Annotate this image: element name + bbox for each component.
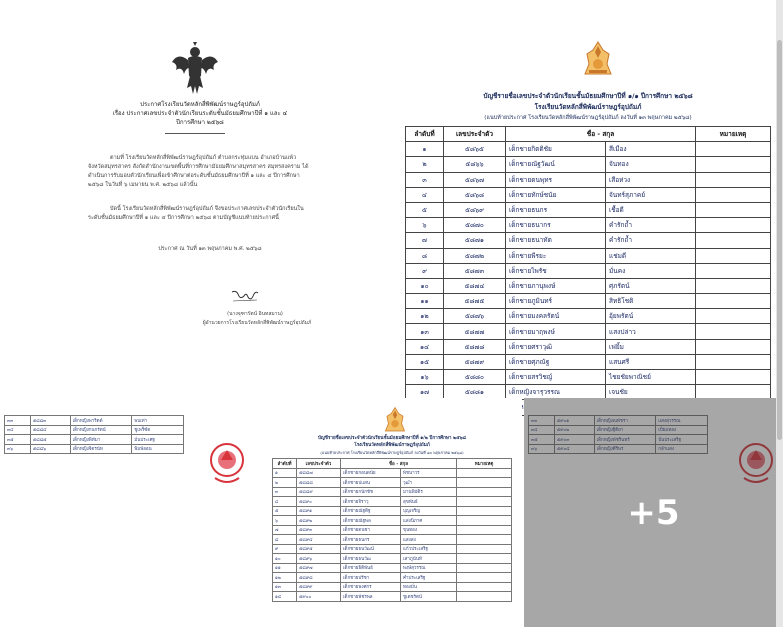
table-cell: ๕๘๗๕: [444, 294, 506, 309]
table-header-cell: ชื่อ - สกุล: [341, 459, 457, 469]
table-cell: เด็กหญิงพัชรินทร์: [594, 435, 656, 445]
table-row: [406, 324, 771, 339]
table-cell: ๑๑: [406, 294, 444, 309]
table-cell-remark: [696, 233, 771, 248]
announcement-document: [0, 0, 391, 396]
table-cell: เด็กชายธนวัฒน์: [341, 544, 401, 554]
table-cell: ๔: [273, 497, 297, 507]
table-row: [273, 554, 512, 564]
table-cell: ๑๕: [406, 354, 444, 369]
table-cell-remark: [696, 142, 771, 157]
table-row: [406, 370, 771, 385]
table-cell: ๑: [406, 142, 444, 157]
table-header-cell: หมายเหตุ: [696, 127, 771, 142]
table-cell: เด็กหญิงจารุวรรณ: [506, 385, 606, 400]
table-cell: ๖: [406, 218, 444, 233]
table-cell-remark: [696, 294, 771, 309]
table-cell: ๕๘๙๔: [297, 535, 341, 545]
table-cell: ๑๒: [406, 309, 444, 324]
announcement-heading-line2: เรื่อง ประกาศเลขประจำตัวนักเรียนระดับชั้นมัธยมศึกษาปีที่ ๑ และ ๔: [112, 110, 288, 117]
table-cell: แสงนิภาศ: [401, 516, 457, 526]
table-cell: ไชยชัยพาณิชย์: [606, 370, 696, 385]
announcement-paragraph-1: ตามที่ โรงเรียนวัดหลักสี่พิพัฒน์ราษฎร์อุปถัมภ์ ตำบลกระทุ่มแบน อำเภอบ้านแพ้ว จังหวัดสมุทรสาคร สังกัดสำนักงานเขตพื้นที่การศึกษามัธยมศึกษาสมุทรสาคร สมุทรสงคราม ได้ดำเนินการรับมอบตัวนักเรียนเพื่อเข้าศึกษาต่อระดับชั้นมัธยมศึกษาปีที่ ๑ และ ๔ ปีการศึกษา ๒๕๖๘ ในวันที่ ๖ เมษายน พ.ศ. ๒๕๖๘ แล้วนั้น: [88, 155, 309, 188]
table-row: [406, 309, 771, 324]
table-cell: ศุภรัตน์: [606, 278, 696, 293]
table-cell: ๕๘๙๗: [297, 563, 341, 573]
table-cell: ๒: [406, 157, 444, 172]
table-cell: ๕๘๘๐: [444, 370, 506, 385]
table-cell: ๕๘๙๙: [297, 582, 341, 592]
table-row: [406, 187, 771, 202]
school-logo-icon: [583, 40, 613, 78]
table-cell: ๖: [273, 516, 297, 526]
table-cell: มานพิบัติร: [401, 487, 457, 497]
table-cell: เด็กชายไพรัช: [506, 263, 606, 278]
table-cell: ๕๘๖๘: [444, 187, 506, 202]
table-row: [273, 468, 512, 478]
table-cell: ๕๘๙๖: [297, 554, 341, 564]
announcement-paragraph-2: บัดนี้ โรงเรียนวัดหลักสี่พิพัฒน์ราษฎร์อุปถัมภ์ จึงขอประกาศเลขประจำตัวนักเรียนในระดับชั้นมัธยมศึกษาปีที่ ๑ และ ๔ ปีการศึกษา ๒๕๖๘ ตามบัญชีแนบท้ายประกาศนี้: [88, 206, 304, 221]
table-cell: บุญเจริญ: [401, 506, 457, 516]
table-cell-remark: [457, 563, 512, 573]
table-cell: เด็กชายภานุพงษ์: [506, 278, 606, 293]
table-row: [406, 233, 771, 248]
table-cell: ๓๕: [529, 435, 555, 445]
table-cell: ๕๘๗๗: [444, 324, 506, 339]
table-header-cell: ลำดับที่: [406, 127, 444, 142]
scrollbar-thumb[interactable]: [777, 40, 782, 440]
table-row: [273, 573, 512, 583]
table-row: [406, 202, 771, 217]
table-cell: คำรักถ้ำ: [606, 218, 696, 233]
table-cell: เด็กชายณัฐดิฐ: [341, 506, 401, 516]
table-cell: ๕๘๘๘: [297, 478, 341, 488]
table-row: [273, 525, 512, 535]
table-cell: ๓๖: [529, 444, 555, 454]
table-cell-remark: [457, 468, 512, 478]
table-cell: เด็กชายพัชรพล: [341, 592, 401, 602]
table-cell: ๕๙๐๓: [554, 435, 594, 445]
list-title-line3: (แนบท้ายประกาศ โรงเรียนวัดหลักสี่พิพัฒน์ราษฎร์อุปถัมภ์ ลงวันที่ ๑๓ พฤษภาคม ๒๕๖๘): [484, 115, 692, 121]
table-cell: เด็กหญิงณพัชรา: [594, 416, 656, 426]
table-cell: เด็กหญิงกนกรัตน์: [70, 425, 132, 435]
table-cell-remark: [457, 516, 512, 526]
table-cell: เด็กชายศุภณัฐ: [506, 354, 606, 369]
table-cell: เด็กหญิงจิตรนัท: [70, 444, 132, 454]
table-cell: สิทธิโชติ: [606, 294, 696, 309]
table-cell-remark: [696, 263, 771, 278]
table-cell: เด็กชายณัฐพล: [341, 516, 401, 526]
table-cell-remark: [457, 478, 512, 488]
photo-tile-student-list-3[interactable]: [262, 398, 522, 627]
table-cell: เด็กชายธิติพันธ์: [341, 563, 401, 573]
table-cell: ๓: [406, 172, 444, 187]
table-row: [406, 278, 771, 293]
table-cell: พบเท่า: [132, 416, 184, 426]
table-cell: ๓๓: [529, 416, 555, 426]
table-cell: ๕๘๖๗: [444, 172, 506, 187]
table-cell-remark: [696, 278, 771, 293]
table-cell: คำประเสริฐ: [401, 573, 457, 583]
table-cell: ๘: [273, 535, 297, 545]
table-header-row: [406, 127, 771, 142]
table-header-cell: ลำดับที่: [273, 459, 297, 469]
table-cell: มั่นประเศฐ: [132, 435, 184, 445]
table-cell: ๕๘๙๒: [297, 516, 341, 526]
table-cell: ๕๘๗๙: [444, 354, 506, 369]
table-cell: เด็กชายปแสน: [341, 478, 401, 488]
table-cell: ๓๓: [5, 416, 31, 426]
table-cell: แช่มดี: [606, 248, 696, 263]
table-cell: เด็กหญิงศิริพร: [594, 444, 656, 454]
table-row: [406, 172, 771, 187]
table-cell: เด็กชายภูมินทร์: [506, 294, 606, 309]
table-row: [406, 248, 771, 263]
table-cell: ๕๘๘๖: [30, 444, 70, 454]
table-row: [406, 157, 771, 172]
heading-divider: [165, 133, 225, 134]
table-row: [406, 218, 771, 233]
table-cell: ๑๔: [273, 592, 297, 602]
list-title-line2: โรงเรียนวัดหลักสี่พิพัฒน์ราษฎร์อุปถัมภ์: [534, 103, 642, 111]
table-cell: มั่นคง: [606, 263, 696, 278]
table-row: [406, 339, 771, 354]
table-cell: เด็กหญิงฐิติยา: [594, 425, 656, 435]
table-cell: กล้าแสง: [656, 444, 708, 454]
table-cell: เด็กชายจิราวุ: [341, 497, 401, 507]
table-cell-remark: [696, 370, 771, 385]
table-cell: แสงสุวรรณ: [656, 416, 708, 426]
table-cell: เด็กชายธนกร: [341, 535, 401, 545]
table-row: [273, 544, 512, 554]
table-cell: เด็กชายพงศกร: [341, 582, 401, 592]
table-row: [273, 582, 512, 592]
table-cell: เด็กชายดนพุทร: [506, 172, 606, 187]
list-2-title-line3: (แนบท้ายประกาศ โรงเรียนวัดหลักสี่พิพัฒน์ราษฎร์อุปถัมภ์ ลงวันที่ ๑๓ พฤษภาคม ๒๕๖๘): [320, 450, 464, 455]
table-cell: ๑๓: [273, 582, 297, 592]
student-list-document-2: [262, 398, 522, 627]
table-cell: ๕๘๗๐: [444, 218, 506, 233]
table-row: [273, 497, 512, 507]
table-row: [5, 444, 184, 454]
table-row: [406, 263, 771, 278]
table-cell-remark: [457, 506, 512, 516]
list-title-line1: บัญชีรายชื่อเลขประจำตัวนักเรียนชั้นมัธยมศึกษาปีที่ ๑/๑ ปีการศึกษา ๒๕๖๘: [483, 92, 693, 100]
table-cell: ๙: [406, 263, 444, 278]
table-cell-remark: [696, 218, 771, 233]
table-cell: เด็กหญิงพิทัมา: [70, 435, 132, 445]
table-cell: เชื้อดี: [606, 202, 696, 217]
table-header-row: [273, 459, 512, 469]
table-cell: ๕๘๖๙: [444, 202, 506, 217]
table-cell: ๔: [406, 187, 444, 202]
student-list-document-1: [393, 0, 783, 396]
table-cell: เด็กชายกนักชัช: [341, 487, 401, 497]
table-cell-remark: [696, 172, 771, 187]
table-cell-remark: [457, 573, 512, 583]
table-cell: ทองมั่น: [401, 582, 457, 592]
table-cell: ๕๘๖๕: [444, 142, 506, 157]
table-cell: ปั่นประเสริฐ: [656, 435, 708, 445]
table-cell-remark: [696, 157, 771, 172]
table-cell: แสงสง: [401, 535, 457, 545]
table-cell: ๕๘๗๒: [444, 248, 506, 263]
student-list-page-continuation-1: [0, 398, 260, 627]
table-cell: ๘: [406, 248, 444, 263]
table-cell: ๕๘๙๑: [297, 506, 341, 516]
table-cell: จันทอง: [606, 157, 696, 172]
table-cell-remark: [696, 187, 771, 202]
table-cell-remark: [457, 497, 512, 507]
table-cell: ๒: [273, 478, 297, 488]
table-cell: ๕๙๐๐: [297, 592, 341, 602]
photo-tile-more[interactable]: [524, 398, 783, 627]
table-cell: ๕๙๐๒: [554, 425, 594, 435]
table-cell: ๕๘๙๘: [297, 573, 341, 583]
table-cell: ๕๙๐๔: [554, 444, 594, 454]
table-cell: สีเมือง: [606, 142, 696, 157]
table-cell: เด็กชายกิตติชัย: [506, 142, 606, 157]
signature-image: [230, 288, 260, 304]
table-cell-remark: [457, 487, 512, 497]
table-cell: อุ้ยพรัตน์: [606, 309, 696, 324]
table-cell: พงษ์สุวรรณ: [401, 563, 457, 573]
table-cell: แก้วประเสริฐ: [401, 544, 457, 554]
table-row: [406, 294, 771, 309]
table-cell: ๗: [273, 525, 297, 535]
table-cell: ๕: [406, 202, 444, 217]
table-cell-remark: [696, 202, 771, 217]
table-cell: พิมพ์ออน: [132, 444, 184, 454]
table-cell: เด็กชายณัฐวัฒน์: [506, 157, 606, 172]
table-cell: เด็กชายธนวัฒ: [341, 554, 401, 564]
table-cell: ๗: [406, 233, 444, 248]
garuda-emblem-icon: [172, 42, 218, 94]
table-cell-remark: [457, 544, 512, 554]
table-cell: เด็กชายศราวุฒิ: [506, 339, 606, 354]
table-row: [5, 416, 184, 426]
table-cell-remark: [696, 309, 771, 324]
signer-title: ผู้อำนวยการโรงเรียนวัดหลักสี่พิพัฒน์ราษฎร์อุปถัมภ์: [202, 320, 312, 326]
table-row: [273, 516, 512, 526]
student-table-continuation-1: [4, 415, 184, 454]
table-row: [5, 425, 184, 435]
table-cell: ๑๒: [273, 573, 297, 583]
photo-tile-announcement[interactable]: [0, 0, 391, 396]
table-cell: เจนชัย: [606, 385, 696, 400]
table-cell: วุฒำ: [401, 478, 457, 488]
table-cell: ๕๘๘๙: [297, 487, 341, 497]
table-cell: ๕๘๗๓: [444, 263, 506, 278]
table-cell: ๑๔: [406, 339, 444, 354]
student-table-1: [405, 126, 771, 416]
signer-name: (นางจุฑารัตน์ อินทสมาน): [227, 311, 283, 317]
announcement-date: ประกาศ ณ วันที่ ๑๓ พฤษภาคม พ.ศ. ๒๕๖๘: [158, 246, 262, 252]
student-table-2: [272, 458, 512, 602]
list-2-title-line1: บัญชีรายชื่อเลขประจำตัวนักเรียนชั้นมัธยมศึกษาปีที่ ๑/๒ ปีการศึกษา ๒๕๖๘: [317, 436, 467, 441]
school-seal-stamp-icon: [207, 438, 247, 488]
table-cell: เด็กชายพีรยะ: [506, 248, 606, 263]
table-cell: ๓: [273, 487, 297, 497]
table-cell: จันทร์สุภาคย์: [606, 187, 696, 202]
table-row: [5, 435, 184, 445]
table-cell: ๕๘๙๕: [297, 544, 341, 554]
table-cell-remark: [457, 525, 512, 535]
table-cell: แสนศรี: [606, 354, 696, 369]
table-cell: ชูเพร็ซ์ด: [132, 425, 184, 435]
table-row: [273, 563, 512, 573]
table-cell: เด็กชายธนาทัต: [506, 233, 606, 248]
table-cell: ๕๘๘๕: [30, 435, 70, 445]
table-cell: เฟยิ้ม: [606, 339, 696, 354]
table-cell: ชูเดชรัตน์: [401, 592, 457, 602]
table-cell: คำรักถ้ำ: [606, 233, 696, 248]
table-cell: เด็กชายมงคลรัตน์: [506, 309, 606, 324]
table-cell: เสือห่วง: [606, 172, 696, 187]
table-cell: ๕๘๙๐: [297, 497, 341, 507]
table-header-cell: หมายเหตุ: [457, 459, 512, 469]
table-row: [273, 535, 512, 545]
table-cell-remark: [457, 535, 512, 545]
table-cell: แสงปล่าว: [606, 324, 696, 339]
table-cell-remark: [696, 324, 771, 339]
table-cell: ๑: [273, 468, 297, 478]
table-cell: ๕๘๗๖: [444, 309, 506, 324]
table-cell: เด็กชายธนากร: [506, 218, 606, 233]
table-cell-remark: [696, 248, 771, 263]
table-cell: ๑๗: [406, 385, 444, 400]
table-cell: ๓๔: [5, 425, 31, 435]
table-cell: ๕๘๘๔: [30, 425, 70, 435]
announcement-heading-line3: ปีการศึกษา ๒๕๖๘: [176, 119, 224, 126]
table-cell: ๕๘๗๑: [444, 233, 506, 248]
table-cell: ๕๘๘๑: [444, 385, 506, 400]
table-cell: ขุนทอง: [401, 525, 457, 535]
table-cell-remark: [457, 582, 512, 592]
table-cell: ๓๕: [5, 435, 31, 445]
table-cell: พัชนาวร: [401, 468, 457, 478]
table-header-cell: ชื่อ - สกุล: [506, 127, 696, 142]
table-cell-remark: [457, 592, 512, 602]
table-cell: ๕๘๘๗: [297, 468, 341, 478]
table-cell: ๕: [273, 506, 297, 516]
table-cell-remark: [696, 339, 771, 354]
table-row: [406, 354, 771, 369]
table-cell: ๕๘๗๘: [444, 339, 506, 354]
table-cell: เด็กชายกอนดนัย: [341, 468, 401, 478]
table-cell: สุขพันธ์: [401, 497, 457, 507]
table-row: [273, 506, 512, 516]
table-cell: ๕๙๐๑: [554, 416, 594, 426]
table-cell: ๕๘๙๓: [297, 525, 341, 535]
table-cell: ๙: [273, 544, 297, 554]
table-cell: ๑๑: [273, 563, 297, 573]
table-cell: ๑๖: [406, 370, 444, 385]
table-cell: ๑๐: [273, 554, 297, 564]
photo-tile-student-list-1[interactable]: [393, 0, 783, 396]
table-row: [406, 142, 771, 157]
table-cell: ๓๖: [5, 444, 31, 454]
scrollbar[interactable]: [776, 0, 783, 627]
table-row: [273, 592, 512, 602]
table-cell: ๓๔: [529, 425, 555, 435]
table-cell: ๕๘๘๓: [30, 416, 70, 426]
table-cell: ๕๘๗๔: [444, 278, 506, 293]
table-cell: เด็กชายธนกร: [506, 202, 606, 217]
table-header-cell: เลขประจำตัว: [297, 459, 341, 469]
table-cell: ๑๓: [406, 324, 444, 339]
list-2-title-line2: โรงเรียนวัดหลักสี่พิพัฒน์ราษฎร์อุปถัมภ์: [354, 443, 430, 448]
photo-tile-student-list-2[interactable]: [0, 398, 260, 627]
table-cell: ๕๘๖๖: [444, 157, 506, 172]
table-header-cell: เลขประจำตัว: [444, 127, 506, 142]
table-row: [273, 487, 512, 497]
table-row: [273, 478, 512, 488]
school-logo-icon: [384, 406, 406, 434]
more-photos-count[interactable]: +5: [627, 492, 680, 533]
table-cell: เด็กชายดนชา: [341, 525, 401, 535]
table-cell: เด็กชายมาฤพงษ์: [506, 324, 606, 339]
table-cell: เปี่ยมทอง: [656, 425, 708, 435]
table-cell: ๑๐: [406, 278, 444, 293]
table-cell: เด็กชายสรวิชญ์: [506, 370, 606, 385]
announcement-heading-line1: ประกาศโรงเรียนวัดหลักสี่พิพัฒน์ราษฎร์อุปถัมภ์: [140, 101, 260, 108]
table-cell-remark: [696, 354, 771, 369]
table-cell: เด็กหญิงพาริตต์: [70, 416, 132, 426]
table-cell-remark: [457, 554, 512, 564]
table-cell: เด็กชายปรีชา: [341, 573, 401, 583]
table-cell: เด็กชายทักษ์ชนัย: [506, 187, 606, 202]
table-cell: เสาภูนันท์: [401, 554, 457, 564]
